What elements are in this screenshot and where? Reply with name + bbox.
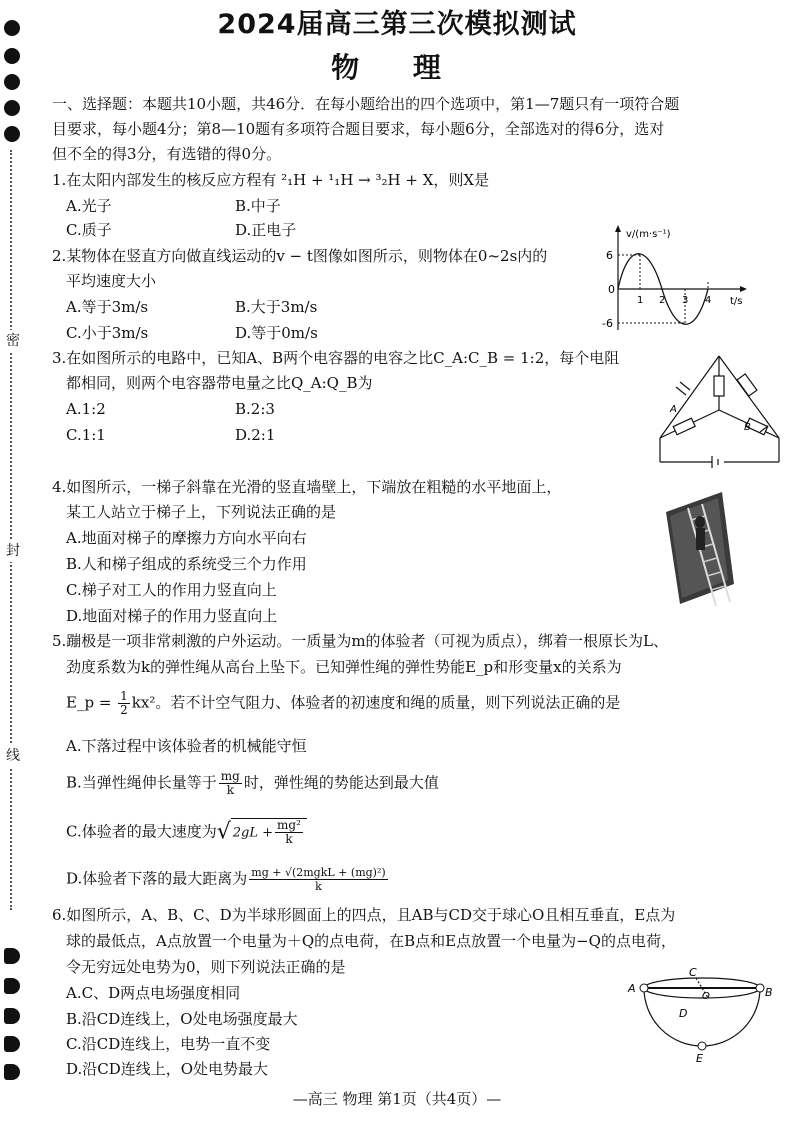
question-6-stem: 6.如图所示，A、B、C、D为半球形圆面上的四点，且AB与CD交于球心O且相互垂直，E点为 — [52, 906, 676, 924]
mg-over-k — [219, 770, 242, 797]
capacitor-b-label: B — [744, 422, 751, 433]
vt-ytick: -6 — [602, 317, 613, 330]
question-5-option-b — [66, 770, 439, 797]
question-6-stem: 令无穷远处电势为0，则下列说法正确的是 — [66, 958, 346, 976]
question-1-option-c: C.质子 — [66, 221, 112, 239]
question-6-option-b: B.沿CD连线上，O处电场强度最大 — [66, 1010, 298, 1028]
question-4-option-d: D.地面对梯子的作用力竖直向上 — [66, 607, 278, 625]
question-3-stem: 3.在如图所示的电路中，已知A、B两个电容器的电容之比C_A:C_B = 1:2，每个电阻 — [52, 349, 620, 367]
capacitor-a-label: A — [670, 404, 677, 415]
question-4-option-c: C.梯子对工人的作用力竖直向上 — [66, 581, 277, 599]
fraction-denominator: k — [226, 783, 234, 797]
question-4-stem: 4.如图所示，一梯子斜靠在光滑的竖直墙壁上，下端放在粗糙的水平地面上， — [52, 478, 562, 496]
question-5-stem: 5.蹦极是一项非常刺激的户外运动。一质量为m的体验者（可视为质点），绑着一根原长为L、 — [52, 632, 669, 650]
vt-ytick: 6 — [606, 249, 613, 262]
exam-title: 2024届高三第三次模拟测试 — [217, 9, 577, 40]
point-o-label: O — [702, 991, 710, 1002]
point-a-label: A — [628, 982, 636, 995]
point-c-label: C — [689, 966, 697, 979]
hole-mark — [4, 100, 20, 116]
option-b-suffix: 时，弹性绳的势能达到最大值 — [243, 773, 439, 792]
vt-xlabel: t/s — [730, 296, 743, 307]
question-1-option-d: D.正电子 — [235, 221, 297, 239]
seal-char: 封 — [6, 540, 20, 562]
hole-mark — [4, 1064, 20, 1080]
question-6-option-a: A.C、D两点电场强度相同 — [66, 984, 241, 1002]
sqrt-sign: √ — [216, 819, 231, 845]
hole-mark — [4, 978, 20, 994]
max-distance-fraction — [249, 866, 387, 893]
point-b-label: B — [765, 986, 773, 999]
question-1-option-a: A.光子 — [66, 197, 112, 215]
fraction-denominator: k — [315, 880, 322, 893]
section-intro-line: 但不全的得3分，有选错的得0分。 — [52, 145, 282, 163]
question-3-option-d: D.2:1 — [235, 426, 276, 444]
question-2-stem: 平均速度大小 — [66, 272, 157, 290]
option-b-prefix: B.当弹性绳伸长量等于 — [66, 773, 217, 792]
point-e-label: E — [696, 1052, 703, 1064]
seal-char: 密 — [6, 330, 20, 352]
fraction-numerator: mg + √(2mgkL + (mg)²) — [251, 866, 386, 879]
circuit-figure — [652, 350, 787, 468]
question-2-option-d: D.等于0m/s — [235, 324, 318, 342]
hole-mark — [4, 1008, 20, 1024]
question-5-option-c — [66, 818, 307, 846]
question-4-stem: 某工人站立于梯子上，下列说法正确的是 — [66, 503, 337, 521]
question-5-formula — [66, 690, 620, 717]
question-2-option-c: C.小于3m/s — [66, 324, 149, 342]
question-1-stem: 1.在太阳内部发生的核反应方程有 ²₁H + ¹₁H → ³₂H + X，则X是 — [52, 171, 490, 189]
fraction-numerator: mg² — [277, 818, 301, 832]
hole-mark — [4, 1036, 20, 1052]
question-4-option-a: A.地面对梯子的摩擦力方向水平向右 — [66, 529, 307, 547]
question-2-option-b: B.大于3m/s — [235, 298, 318, 316]
fraction-numerator: 1 — [120, 689, 128, 703]
option-d-prefix: D.体验者下落的最大距离为 — [66, 869, 248, 888]
vt-xtick: 1 — [637, 295, 644, 306]
question-6-stem: 球的最低点，A点放置一个电量为＋Q的点电荷，在B点和E点放置一个电量为−Q的点电荷， — [66, 932, 676, 950]
binding-margin — [0, 0, 40, 1123]
hole-mark — [4, 948, 20, 964]
question-4-option-b: B.人和梯子组成的系统受三个力作用 — [66, 555, 307, 573]
vt-graph-figure — [600, 222, 750, 337]
vt-xtick: 4 — [705, 295, 712, 306]
vt-origin: 0 — [608, 283, 615, 296]
formula-tail: kx²。若不计空气阻力、体验者的初速度和绳的质量，则下列说法正确的是 — [131, 693, 621, 712]
option-c-prefix: C.体验者的最大速度为 — [66, 822, 217, 841]
question-3-option-b: B.2:3 — [235, 400, 275, 418]
seal-dashed-line — [10, 150, 12, 910]
seal-char: 线 — [6, 745, 20, 767]
question-6-option-d: D.沿CD连线上，O处电势最大 — [66, 1060, 269, 1078]
radicand-text: 2gL + — [232, 825, 274, 841]
question-3-option-c: C.1:1 — [66, 426, 106, 444]
ladder-photo-figure — [660, 488, 740, 606]
vt-xtick: 2 — [659, 295, 666, 306]
page-footer: —高三 物理 第1页（共4页）— — [292, 1090, 502, 1108]
question-2-option-a: A.等于3m/s — [66, 298, 149, 316]
section-intro-line: 目要求，每小题4分；第8—10题有多项符合题目要求，每小题6分，全部选对的得6分，选对 — [52, 120, 665, 138]
section-intro-line: 一、选择题：本题共10小题，共46分．在每小题给出的四个选项中，第1—7题只有一项符合题 — [52, 95, 680, 113]
question-5-stem: 劲度系数为k的弹性绳从高台上坠下。已知弹性绳的弹性势能E_p和形变量x的关系为 — [66, 658, 622, 676]
question-6-option-c: C.沿CD连线上，电势一直不变 — [66, 1035, 271, 1053]
question-5-option-a: A.下落过程中该体验者的机械能守恒 — [66, 737, 307, 755]
subject-title: 物 理 — [331, 51, 463, 84]
fraction-numerator: mg — [220, 769, 240, 783]
hole-mark — [4, 126, 20, 142]
question-3-option-a: A.1:2 — [66, 400, 106, 418]
question-3-stem: 都相同，则两个电容器带电量之比Q_A:Q_B为 — [66, 374, 373, 392]
hemisphere-figure — [622, 966, 782, 1064]
question-1-option-b: B.中子 — [235, 197, 281, 215]
question-2-stem: 2.某物体在竖直方向做直线运动的v − t图像如图所示，则物体在0~2s内的 — [52, 247, 548, 265]
vt-xtick: 3 — [682, 295, 689, 306]
fraction-denominator: 2 — [120, 703, 128, 717]
point-d-label: D — [679, 1007, 688, 1020]
vt-ylabel: v/(m·s⁻¹) — [626, 229, 671, 240]
mg2-over-k — [275, 819, 303, 846]
question-5-option-d — [66, 866, 390, 893]
fraction-denominator: k — [285, 832, 293, 846]
half-fraction — [118, 690, 130, 717]
ep-symbol: E_p = — [66, 693, 117, 712]
sqrt-radicand — [231, 818, 307, 846]
